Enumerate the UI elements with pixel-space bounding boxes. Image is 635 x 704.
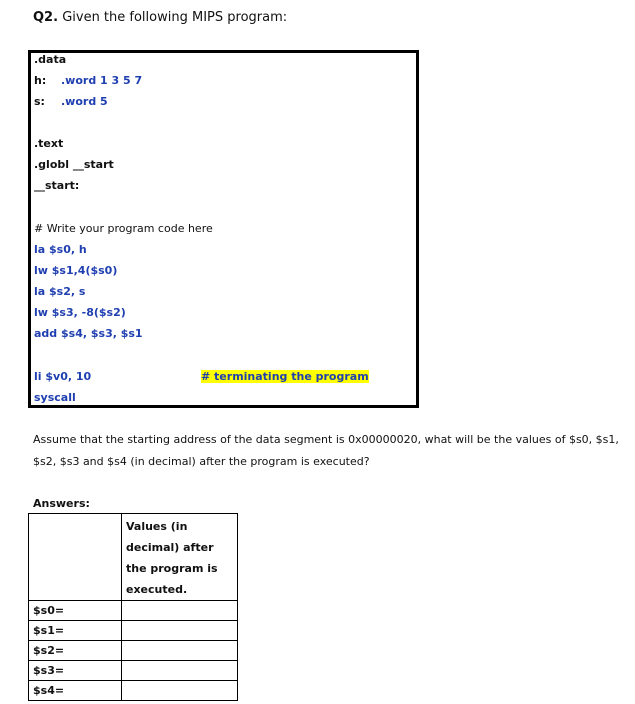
- code-line: la $s2, s: [34, 285, 86, 298]
- h-label: h:: [34, 74, 47, 87]
- prompt-line-1: Assume that the starting address of the data segment is 0x00000020, what will be the values of $s0, $s1,: [33, 433, 619, 446]
- table-header-row: [29, 514, 238, 601]
- answer-cell[interactable]: [122, 661, 238, 681]
- register-label: $s0=: [29, 601, 122, 621]
- terminating-comment: [201, 370, 369, 383]
- syscall-line: syscall: [34, 391, 76, 404]
- question-title: [33, 10, 287, 25]
- answers-table: [28, 513, 238, 701]
- code-line: la $s0, h: [34, 243, 87, 256]
- answers-label: Answers:: [33, 497, 90, 510]
- s-value: .word 5: [61, 95, 108, 108]
- register-label: $s3=: [29, 661, 122, 681]
- h-value: .word 1 3 5 7: [61, 74, 143, 87]
- question-text: Given the following MIPS program:: [62, 10, 288, 25]
- code-line: lw $s3, -8($s2): [34, 306, 126, 319]
- h-declaration: [34, 74, 142, 87]
- answer-cell[interactable]: [122, 681, 238, 701]
- code-comment: # Write your program code here: [34, 222, 213, 235]
- question-number: Q2.: [33, 10, 59, 25]
- code-line: add $s4, $s3, $s1: [34, 327, 143, 340]
- register-label: $s1=: [29, 621, 122, 641]
- register-label: $s2=: [29, 641, 122, 661]
- table-row: [29, 621, 238, 641]
- s-declaration: [34, 95, 108, 108]
- header-values-cell: Values (in decimal) after the program is executed.: [122, 514, 238, 601]
- answer-cell[interactable]: [122, 601, 238, 621]
- start-label: __start:: [34, 179, 80, 192]
- globl-directive: .globl __start: [34, 158, 114, 171]
- header-empty-cell: [29, 514, 122, 601]
- register-label: $s4=: [29, 681, 122, 701]
- li-line: li $v0, 10: [34, 370, 92, 383]
- prompt-line-2: $s2, $s3 and $s4 (in decimal) after the program is executed?: [33, 455, 370, 468]
- answer-cell[interactable]: [122, 621, 238, 641]
- table-row: [29, 661, 238, 681]
- table-row: [29, 681, 238, 701]
- data-directive: .data: [34, 53, 67, 66]
- answer-cell[interactable]: [122, 641, 238, 661]
- code-line: lw $s1,4($s0): [34, 264, 118, 277]
- s-label: s:: [34, 95, 45, 108]
- terminating-comment-text: # terminating the program: [201, 370, 369, 383]
- text-directive: .text: [34, 137, 64, 150]
- table-row: [29, 601, 238, 621]
- table-row: [29, 641, 238, 661]
